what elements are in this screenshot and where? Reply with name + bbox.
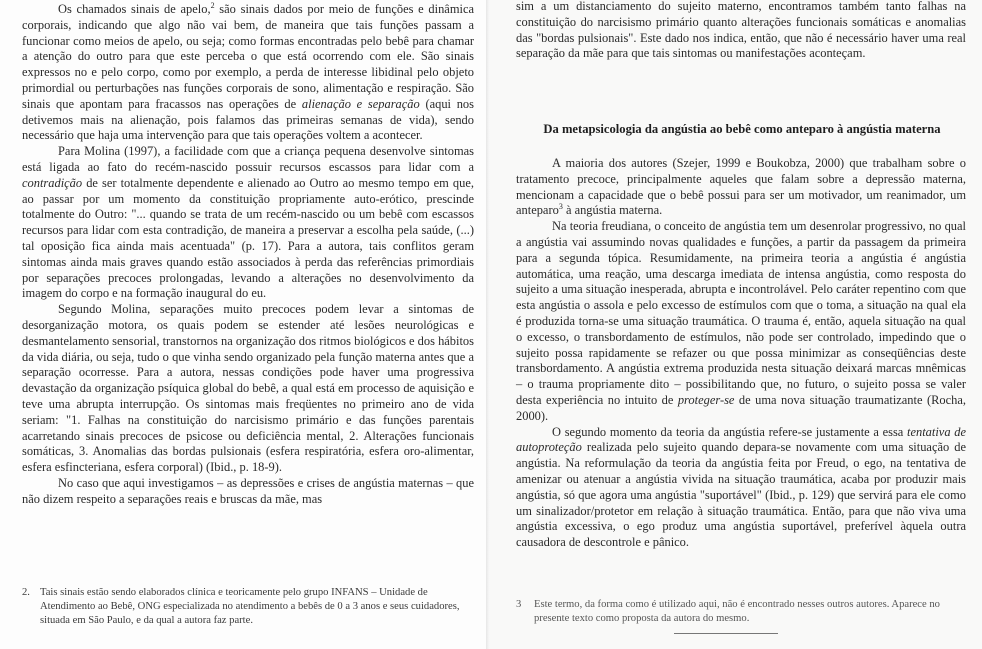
text-run: sim a um distanciamento do sujeito materno, encontramos também tanto falhas na constituição do narcisismo primário quanto alterações funcionais somáticas e anomalias das "bordas pulsionais". Este dado nos indica, então, que não é necessário haver uma real separação da mãe para que tais sintomas ou manifestações aconteçam. — [516, 0, 966, 61]
text-run: Segundo Molina, separações muito precoces podem levar a sintomas de desorganização motora, os quais podem se estender até lesões neurológicas e desmantelamento sensorial, transtornos na organização dos ritmos biológicos e dos hábitos da vida diária, ou seja, tudo o que vinha sendo organizado pela função materna antes que a separação ocorresse. Para a autora, nessas condições pode haver uma progressiva devastação da organização psíquica global do bebê, a qual está em processo de aquisição e teve uma abrupta interrupção. Os sintomas mais freqüentes no primeiro ano de vida seriam: "1. Falhas na constituição do narcisismo primário e das funções parentais acarretando sinais precoces de psicose ou deficiência mental, 2. Alterações funcionais somáticas, 3. Anomalias das bordas pulsionais (esfera respiratória, esfera oro-alimentar, esfera esfincteriana, esfera corporal) (Ibid., p. 18-9). — [22, 302, 474, 475]
footnote-marker: 3 — [558, 202, 563, 212]
text-run: (aqui nos detivemos mais na alienação, pois falamos das primeiras semanas de vida), sendo necessário que haja uma intervenção para que tais operações voltem a acontecer. — [22, 96, 474, 143]
emphasized-text: proteger-se — [677, 392, 735, 407]
text-run: Para Molina (1997), a facilidade com que a criança pequena desenvolve sintomas está ligada ao fato do recém-nascido possuir recursos escassos para lidar com a — [22, 144, 474, 174]
footnote-number: 3 — [516, 599, 522, 610]
text-run: O segundo momento da teoria da angústia refere-se justamente a essa — [552, 424, 908, 439]
footnote-marker: 2 — [210, 0, 215, 10]
paragraph — [516, 425, 966, 551]
emphasized-text: tentativa de autoproteção — [516, 424, 966, 455]
text-run: de uma nova situação traumatizante (Rocha, 2000). — [516, 392, 966, 423]
text-run: No caso que aqui investigamos – as depressões e crises de angústia maternas – que não dizem respeito a separações reais e bruscas da mãe, mas — [22, 475, 474, 506]
text-run: Os chamados sinais de apelo, — [58, 2, 211, 16]
footnote-number: 2. — [22, 587, 30, 598]
right-page — [490, 0, 982, 649]
section-heading: Da metapsicologia da angústia ao bebê como anteparo à angústia materna — [543, 122, 941, 136]
paragraph — [516, 156, 966, 219]
emphasized-text: contradição — [22, 175, 83, 190]
left-footnote — [22, 586, 474, 629]
text-run: são sinais dados por meio de funções e dinâmica corporais, indicando que algo não vai bem, de maneira que tais funções passam a funcionar como meios de apelo, ou seja; como formas encontradas pelo bebê para chamar a atenção do outro para que este perceba o que está ocorrendo com ele. São sinais expressos no e pelo corpo, como por exemplo, a perda de interesse libidinal pelo objeto primordial ou perturbações nas funções corporais de sono, alimentação e respiração. São sinais que apontam para fracassos nas operações de — [22, 2, 474, 111]
paragraph — [22, 302, 474, 476]
footnote-rule — [674, 633, 778, 634]
paragraph — [22, 476, 474, 508]
left-page-body — [22, 2, 474, 508]
footnote-text: Tais sinais estão sendo elaborados clínica e teoricamente pelo grupo INFANS – Unidade de Atendimento ao Bebê, ONG especializada no atendimento a bebês de 0 a 3 anos e seus cuidadores, situada em São Paulo, e da qual a autora faz parte. — [40, 587, 460, 627]
text-run: à angústia materna. — [562, 203, 663, 218]
text-run: Na teoria freudiana, o conceito de angústia tem um desenrolar progressivo, no qual a angústia vai assumindo novas qualidades e funções, a partir da passagem da primeira para a segunda tópica. Resumidamente, na primeira teoria a angústia é angústia automática, uma reação, uma descarga imediata de intensa angústia, como resposta do sujeito a uma situação inesperada, abrupta e incontrolável. Pelo caráter repentino com que esta angústia o assola e pelo excesso de estímulos com que o toma, a situação na qual ela é produzida torna-se uma situação traumática. O trauma é, então, aquela situação na qual o excesso, o transbordamento de estímulos, não pode ser controlado, impedindo que o sujeito possa rapidamente se refazer ou que possa minimizar as conseqüências deste transbordamento. A angústia extrema produzida nesta situação deixará marcas mnêmicas – o trauma propriamente dito – possibilitando que, no futuro, o sujeito possa se valer desta experiência no intuito de — [516, 219, 966, 407]
right-page-continuation — [516, 0, 966, 62]
paragraph — [516, 219, 966, 424]
paragraph — [22, 144, 474, 302]
paragraph — [22, 2, 474, 144]
text-run: de ser totalmente dependente e alienado ao Outro ao mesmo tempo em que, ao passar por um momento da constituição propriamente auto-erótico, prescinde totalmente do Outro: "... quando se trata de um recém-nascido ou um bebê com escassos recursos para lidar com esta contradição, de maneira a preservar a escolha pela saúde, (...) tal oposição fica ainda mais acentuada" (p. 17). Para a autora, tais conflitos geram sintomas ainda mais graves quando estão associados à perda das referências primordiais por separações precoces prolongadas, levando a alterações no desenvolvimento da imagem do corpo e na formação inaugural do eu. — [22, 175, 474, 301]
text-run: realizada pelo sujeito quando depara-se novamente com uma situação de angústia. Na reformulação da teoria da angústia feita por Freud, o ego, na tentativa de amenizar ou atenuar a angústia vivida na situação traumática, acaba por produzir mais angústia, só que agora uma angústia "suportável" (Ibid., p. 129) que servirá para ele como um sinalizador/protetor em relação à situação traumática. Então, para que não viva uma angústia excessiva, o ego produz uma angústia suportável, preferível àquela outra causadora de descontrole e pânico. — [516, 440, 966, 550]
left-page — [0, 0, 488, 649]
emphasized-text: alienação e separação — [301, 96, 420, 111]
paragraph — [516, 0, 966, 62]
right-page-body — [516, 156, 966, 551]
right-footnote — [516, 598, 966, 626]
text-run: A maioria dos autores (Szejer, 1999 e Boukobza, 2000) que trabalham sobre o tratamento precoce, principalmente aqueles que falam sobre a depressão materna, mencionam a capacidade que o bebê possui para ser um motivador, um reanimador, um anteparo — [516, 156, 966, 218]
footnote-text: Este termo, da forma como é utilizado aqui, não é encontrado nesses outros autores. Aparece no presente texto como proposta da autora do mesmo. — [534, 599, 940, 625]
